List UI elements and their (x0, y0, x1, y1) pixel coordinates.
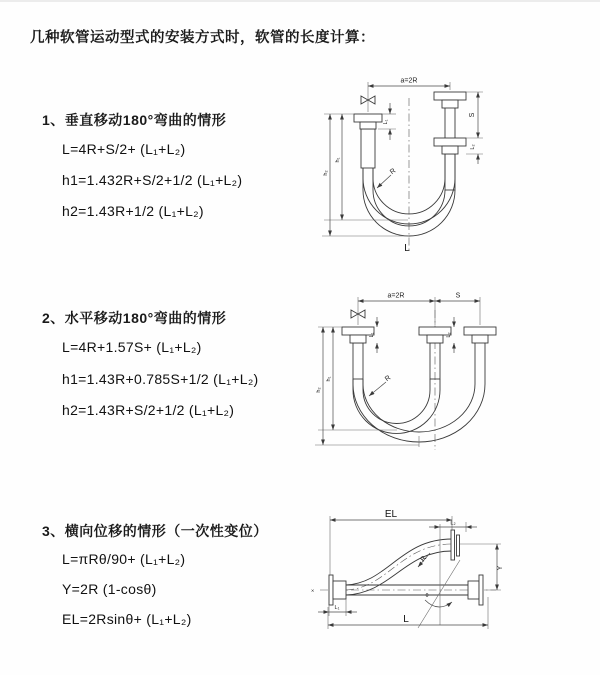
dim-label-a2r: a=2R (387, 292, 405, 300)
dim-label-l2: L₂ (450, 520, 456, 527)
section-2-formula-h1: h1=1.43R+0.785S+1/2 (L₁+L₂) (62, 371, 259, 387)
dimension-h1 (324, 114, 408, 220)
dimension-l1 (318, 599, 357, 616)
dimension-s (435, 293, 480, 302)
section-3-heading: 3、横向位移的情形（一次性变位） (42, 523, 268, 539)
angle-label: θ (425, 593, 429, 599)
dim-label-l1: L₁ (369, 332, 375, 338)
section-2-heading: 2、水平移动180°弯曲的情形 (42, 310, 227, 326)
section-3-formula-y: Y=2R (1-cosθ) (62, 581, 157, 597)
dimension-a2r (358, 293, 480, 326)
section-1-formula-h2: h2=1.43R+1/2 (L₁+L₂) (62, 203, 204, 219)
section-1-formula-l: L=4R+S/2+ (L₁+L₂) (62, 141, 186, 157)
dim-label-l2: L₂ (446, 332, 452, 338)
dim-label-h1: h₁ (326, 376, 332, 382)
section-2-formula-h2: h2=1.43R+S/2+1/2 (L₁+L₂) (62, 402, 235, 418)
section-3-formula-el: EL=2Rsinθ+ (L₁+L₂) (62, 611, 192, 627)
left-flange (329, 575, 346, 605)
radius-callout (377, 167, 397, 188)
dimension-l2 (466, 144, 483, 164)
section-1-formula-h1: h1=1.432R+S/2+1/2 (L₁+L₂) (62, 172, 243, 188)
diagram-horizontal-bend (300, 284, 590, 464)
section-2-formula-l: L=4R+1.57S+ (L₁+L₂) (62, 339, 202, 355)
braided-sections (353, 343, 440, 379)
dim-label-l2: L₂ (470, 144, 476, 150)
pipe-break-mark: × (311, 588, 315, 595)
dimension-l2 (446, 317, 454, 353)
radius-label: R (384, 374, 393, 384)
angle-construction (418, 560, 460, 628)
curved-hose (346, 539, 452, 595)
section-1-heading: 1、垂直移动180°弯曲的情形 (42, 112, 227, 128)
dim-label-h1: h₁ (335, 157, 341, 163)
radius-label: R (419, 554, 429, 564)
dim-label-l1: L₁ (334, 605, 340, 611)
dimension-s (466, 92, 483, 138)
dimension-h2 (315, 327, 419, 445)
length-label: L (404, 243, 410, 254)
radius-label: R (389, 167, 398, 177)
section-3-formula-l: L=πRθ/90+ (L₁+L₂) (62, 551, 186, 567)
hose-curves (353, 343, 485, 447)
dim-label-a2r: a=2R (400, 77, 418, 85)
dim-label-s: S (469, 112, 476, 118)
diagram-lateral-displacement (300, 502, 590, 647)
dim-label-h2: h₂ (323, 170, 329, 176)
radius-callout (418, 553, 430, 567)
dim-label-el: EL (384, 509, 398, 520)
dim-label-h2: h₂ (316, 387, 322, 393)
radius-callout (369, 374, 392, 396)
dimension-h2 (322, 114, 409, 236)
dimension-l1 (369, 317, 377, 353)
diagram-vertical-bend (300, 70, 580, 262)
dim-label-y: Y (497, 565, 504, 571)
dimension-l (328, 597, 488, 629)
dimension-el (330, 509, 452, 575)
dim-label-s: S (455, 292, 461, 300)
dim-label-l: L (403, 614, 409, 625)
dim-label-l1: L₁ (383, 119, 389, 125)
upper-right-flange (451, 530, 460, 560)
page-title: 几种软管运动型式的安装方式时，软管的长度计算： (30, 30, 375, 46)
pipe-fittings (342, 327, 496, 343)
